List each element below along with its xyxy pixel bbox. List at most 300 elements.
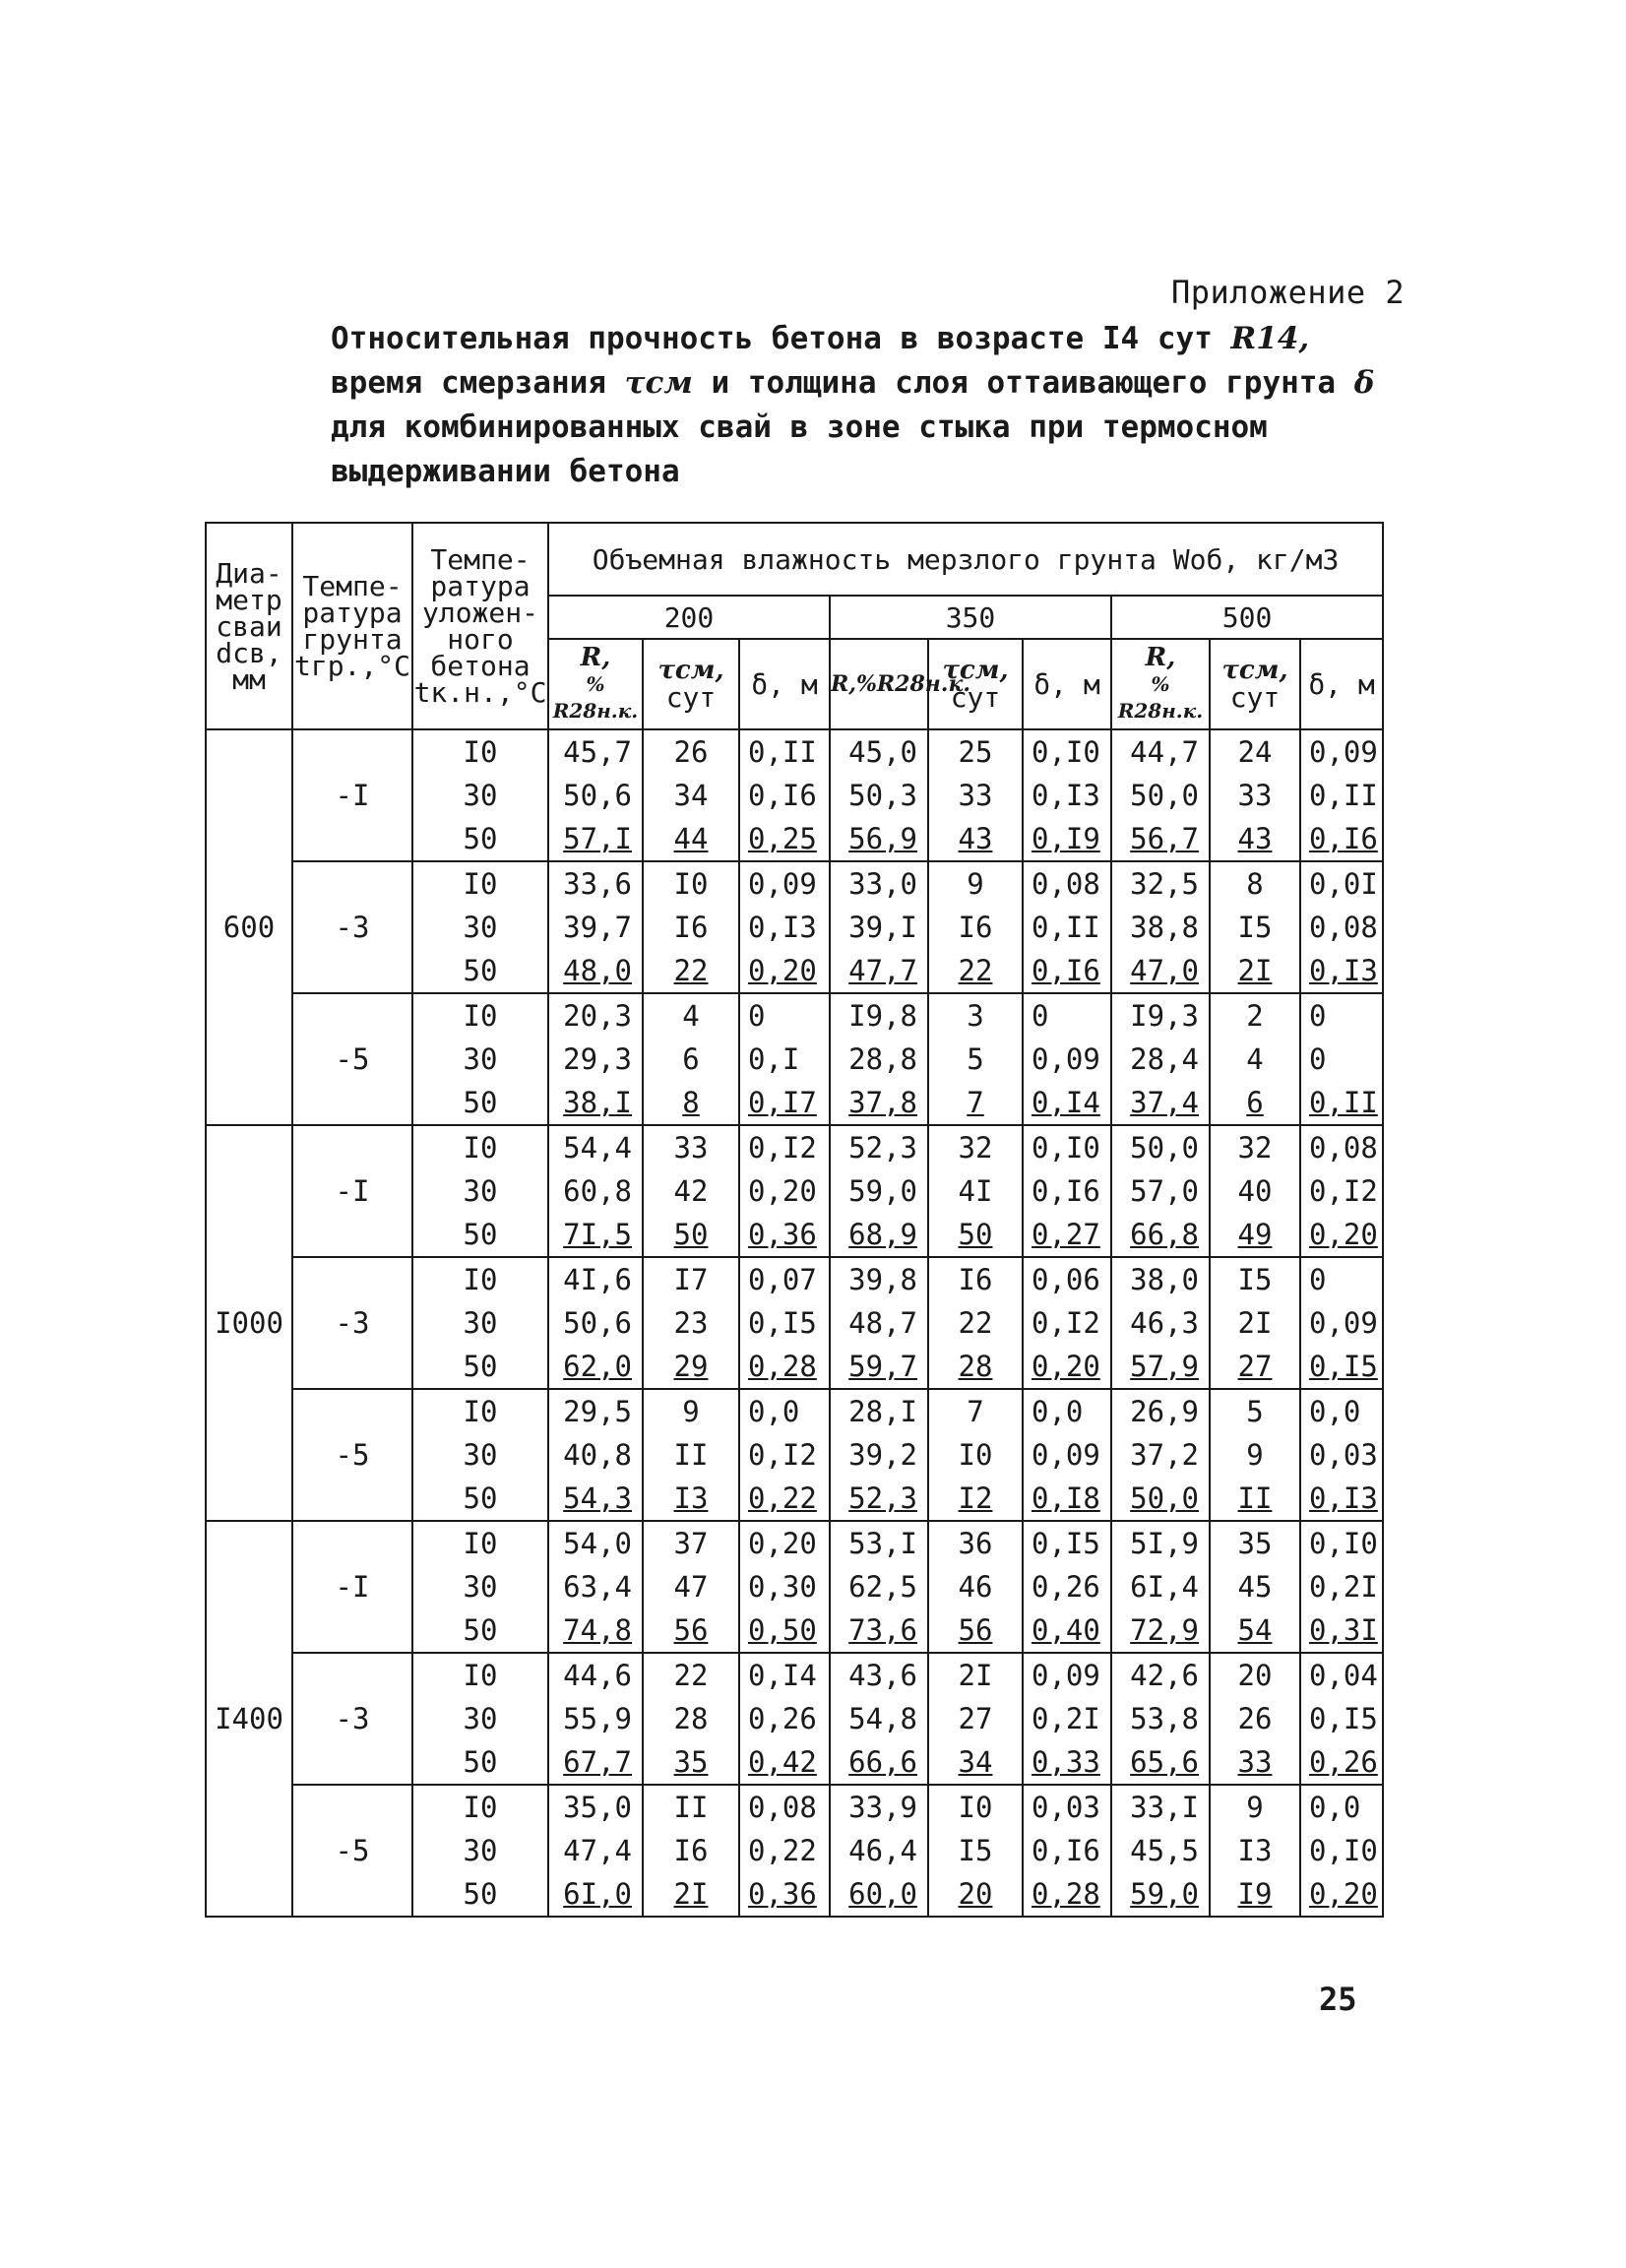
cell-freeze-time: 54: [1210, 1608, 1300, 1653]
cell-soil-temp: -5: [292, 1785, 412, 1917]
cell-thaw-depth: 0,2I: [1023, 1697, 1111, 1740]
data-table: [205, 522, 1384, 1918]
cell-freeze-time: 2I: [1210, 949, 1300, 993]
cell-freeze-time: 6: [643, 1038, 739, 1081]
cell-thaw-depth: 0,20: [1300, 1213, 1383, 1257]
cell-thaw-depth: 0,27: [1023, 1213, 1111, 1257]
header-soil-temp: [292, 523, 412, 729]
cell-freeze-time: 27: [1210, 1345, 1300, 1389]
cell-freeze-time: 37: [643, 1521, 739, 1565]
cell-strength: 28,8: [830, 1038, 928, 1081]
cell-freeze-time: 43: [928, 817, 1023, 861]
header-soil-temp-line: грунта: [302, 623, 403, 656]
cell-concrete-temp: I0: [412, 1785, 548, 1829]
table-row: [206, 1521, 1383, 1565]
header-concrete-temp-line: tк.н.,°C: [413, 676, 547, 709]
cell-freeze-time: I3: [643, 1477, 739, 1521]
cell-freeze-time: II: [643, 1433, 739, 1477]
caption-line-3: для комбинированных свай в зоне стыка при термосном: [331, 410, 1268, 445]
cell-freeze-time: I9: [1210, 1872, 1300, 1917]
cell-strength: 35,0: [548, 1785, 643, 1829]
table-body: [206, 729, 1383, 1917]
cell-thaw-depth: 0,I7: [739, 1081, 830, 1125]
cell-thaw-depth: 0,26: [739, 1697, 830, 1740]
header-concrete-temp-line: Темпе-: [430, 543, 531, 576]
cell-freeze-time: 24: [1210, 729, 1300, 774]
cell-concrete-temp: 30: [412, 1433, 548, 1477]
cell-freeze-time: 32: [1210, 1125, 1300, 1169]
cell-freeze-time: 36: [928, 1521, 1023, 1565]
page-number: 25: [1319, 1981, 1357, 2018]
cell-freeze-time: 2I: [1210, 1301, 1300, 1345]
cell-strength: 6I,0: [548, 1872, 643, 1917]
cell-strength: 74,8: [548, 1608, 643, 1653]
cell-thaw-depth: 0,I3: [739, 906, 830, 949]
cell-thaw-depth: 0,03: [1023, 1785, 1111, 1829]
cell-concrete-temp: I0: [412, 1257, 548, 1301]
cell-freeze-time: I6: [928, 906, 1023, 949]
cell-freeze-time: 23: [643, 1301, 739, 1345]
cell-strength: 68,9: [830, 1213, 928, 1257]
header-concrete-temp-line: бетона: [430, 650, 531, 682]
cell-concrete-temp: 50: [412, 1081, 548, 1125]
cell-freeze-time: 8: [1210, 861, 1300, 906]
cell-freeze-time: 6: [1210, 1081, 1300, 1125]
cell-soil-temp: -3: [292, 1653, 412, 1785]
cell-strength: 4I,6: [548, 1257, 643, 1301]
cell-thaw-depth: 0,04: [1300, 1653, 1383, 1697]
header-diameter-line: мм: [232, 662, 266, 696]
cell-strength: 54,4: [548, 1125, 643, 1169]
cell-freeze-time: I6: [643, 906, 739, 949]
cell-thaw-depth: 0,08: [1300, 906, 1383, 949]
cell-freeze-time: 46: [928, 1565, 1023, 1608]
cell-strength: 32,5: [1111, 861, 1210, 906]
cell-concrete-temp: 50: [412, 949, 548, 993]
cell-thaw-depth: 0,28: [739, 1345, 830, 1389]
subheader-freeze-time-text: сут: [665, 681, 717, 714]
cell-freeze-time: 32: [928, 1125, 1023, 1169]
cell-thaw-depth: 0,I2: [1023, 1301, 1111, 1345]
cell-concrete-temp: I0: [412, 729, 548, 774]
cell-freeze-time: I0: [928, 1433, 1023, 1477]
cell-freeze-time: II: [1210, 1477, 1300, 1521]
cell-concrete-temp: 50: [412, 1213, 548, 1257]
caption-line-4: выдерживании бетона: [331, 454, 680, 489]
cell-freeze-time: 7: [928, 1389, 1023, 1433]
subheader-strength: [548, 639, 643, 729]
header-diameter-line: Диа-: [216, 556, 282, 590]
table-row: [206, 729, 1383, 774]
cell-thaw-depth: 0,0: [1023, 1389, 1111, 1433]
cell-freeze-time: 9: [643, 1389, 739, 1433]
cell-thaw-depth: 0,09: [1023, 1433, 1111, 1477]
cell-strength: 44,7: [1111, 729, 1210, 774]
cell-thaw-depth: 0,I4: [1023, 1081, 1111, 1125]
cell-thaw-depth: 0,I0: [1023, 729, 1111, 774]
subheader-thaw-depth: δ, м: [1023, 639, 1111, 729]
cell-strength: 50,0: [1111, 1477, 1210, 1521]
cell-strength: 50,6: [548, 774, 643, 817]
cell-soil-temp: -5: [292, 993, 412, 1125]
cell-strength: 28,I: [830, 1389, 928, 1433]
cell-thaw-depth: 0,0I: [1300, 861, 1383, 906]
cell-strength: 39,7: [548, 906, 643, 949]
header-moisture-350: 350: [830, 596, 1111, 639]
cell-freeze-time: 22: [928, 949, 1023, 993]
cell-freeze-time: 33: [928, 774, 1023, 817]
cell-strength: 42,6: [1111, 1653, 1210, 1697]
cell-freeze-time: 28: [643, 1697, 739, 1740]
subheader-freeze-time: [643, 639, 739, 729]
cell-strength: 60,0: [830, 1872, 928, 1917]
cell-strength: 52,3: [830, 1125, 928, 1169]
cell-thaw-depth: 0,II: [1300, 1081, 1383, 1125]
cell-thaw-depth: 0,20: [739, 1521, 830, 1565]
cell-strength: 50,0: [1111, 1125, 1210, 1169]
cell-strength: 28,4: [1111, 1038, 1210, 1081]
cell-strength: 47,7: [830, 949, 928, 993]
cell-concrete-temp: I0: [412, 1389, 548, 1433]
cell-thaw-depth: 0,0: [1300, 1389, 1383, 1433]
cell-strength: I9,8: [830, 993, 928, 1038]
cell-strength: 66,6: [830, 1740, 928, 1785]
cell-strength: 33,I: [1111, 1785, 1210, 1829]
cell-thaw-depth: 0,II: [1300, 774, 1383, 817]
cell-concrete-temp: I0: [412, 1125, 548, 1169]
subheader-freeze-time-text: τсм,: [942, 656, 1009, 685]
cell-freeze-time: I2: [928, 1477, 1023, 1521]
cell-freeze-time: 5: [1210, 1389, 1300, 1433]
cell-thaw-depth: 0,33: [1023, 1740, 1111, 1785]
cell-soil-temp: -I: [292, 1521, 412, 1653]
cell-strength: 39,I: [830, 906, 928, 949]
cell-strength: 57,9: [1111, 1345, 1210, 1389]
cell-thaw-depth: 0,I0: [1300, 1829, 1383, 1872]
cell-thaw-depth: 0,I9: [1023, 817, 1111, 861]
caption-line-1-text: Относительная прочность бетона в возрасте I4 сут: [331, 321, 1213, 356]
cell-thaw-depth: 0,22: [739, 1477, 830, 1521]
cell-strength: 6I,4: [1111, 1565, 1210, 1608]
cell-strength: 33,9: [830, 1785, 928, 1829]
cell-strength: 50,0: [1111, 774, 1210, 817]
table-row: [206, 1125, 1383, 1169]
cell-strength: 43,6: [830, 1653, 928, 1697]
cell-freeze-time: I3: [1210, 1829, 1300, 1872]
cell-thaw-depth: 0,26: [1023, 1565, 1111, 1608]
cell-concrete-temp: 50: [412, 1872, 548, 1917]
cell-thaw-depth: 0,28: [1023, 1872, 1111, 1917]
header-soil-temp-line: ратура: [302, 597, 403, 629]
cell-concrete-temp: I0: [412, 993, 548, 1038]
subheader-strength: [1111, 639, 1210, 729]
cell-strength: 37,2: [1111, 1433, 1210, 1477]
cell-strength: 38,8: [1111, 906, 1210, 949]
subheader-freeze-time-text: сут: [1229, 681, 1281, 714]
cell-strength: 45,7: [548, 729, 643, 774]
cell-concrete-temp: 30: [412, 1038, 548, 1081]
cell-freeze-time: 20: [1210, 1653, 1300, 1697]
cell-concrete-temp: 30: [412, 774, 548, 817]
header-concrete-temp-line: ратура: [430, 570, 531, 602]
cell-freeze-time: 56: [643, 1608, 739, 1653]
cell-freeze-time: 33: [1210, 1740, 1300, 1785]
subheader-freeze-time-text: τсм,: [657, 656, 724, 685]
cell-thaw-depth: 0,I6: [739, 774, 830, 817]
cell-freeze-time: 9: [928, 861, 1023, 906]
cell-strength: 56,9: [830, 817, 928, 861]
cell-freeze-time: I0: [928, 1785, 1023, 1829]
cell-thaw-depth: 0,08: [739, 1785, 830, 1829]
cell-strength: 54,0: [548, 1521, 643, 1565]
cell-strength: 60,8: [548, 1169, 643, 1213]
caption-symbol-delta: δ: [1353, 365, 1375, 401]
cell-diameter: I400: [206, 1521, 292, 1917]
cell-freeze-time: 34: [643, 774, 739, 817]
cell-strength: 29,5: [548, 1389, 643, 1433]
cell-thaw-depth: 0,I2: [739, 1125, 830, 1169]
cell-strength: 59,0: [1111, 1872, 1210, 1917]
cell-thaw-depth: 0,I5: [1300, 1345, 1383, 1389]
cell-thaw-depth: 0,09: [1023, 1653, 1111, 1697]
cell-strength: 37,4: [1111, 1081, 1210, 1125]
table-header: [206, 523, 1383, 729]
cell-strength: 65,6: [1111, 1740, 1210, 1785]
cell-concrete-temp: 30: [412, 1697, 548, 1740]
caption-line-1: [331, 317, 1394, 361]
cell-strength: 29,3: [548, 1038, 643, 1081]
cell-strength: 48,0: [548, 949, 643, 993]
subheader-strength-text: % R28н.к.: [1117, 671, 1204, 723]
cell-thaw-depth: 0,22: [739, 1829, 830, 1872]
cell-strength: 55,9: [548, 1697, 643, 1740]
header-diameter-line: dсв,: [216, 636, 282, 669]
cell-thaw-depth: 0,0: [739, 1389, 830, 1433]
table-row: [206, 1653, 1383, 1697]
cell-thaw-depth: 0: [1023, 993, 1111, 1038]
cell-strength: 20,3: [548, 993, 643, 1038]
cell-freeze-time: II: [643, 1785, 739, 1829]
cell-strength: 57,0: [1111, 1169, 1210, 1213]
cell-strength: 38,I: [548, 1081, 643, 1125]
cell-thaw-depth: 0,2I: [1300, 1565, 1383, 1608]
cell-thaw-depth: 0,I: [739, 1038, 830, 1081]
cell-freeze-time: 2I: [928, 1653, 1023, 1697]
cell-thaw-depth: 0,I2: [739, 1433, 830, 1477]
cell-thaw-depth: 0,I6: [1300, 817, 1383, 861]
cell-freeze-time: 50: [643, 1213, 739, 1257]
table-caption: [331, 317, 1394, 494]
cell-freeze-time: 26: [1210, 1697, 1300, 1740]
cell-thaw-depth: 0,20: [1300, 1872, 1383, 1917]
cell-thaw-depth: 0,26: [1300, 1740, 1383, 1785]
header-moisture: Объемная влажность мерзлого грунта Wоб, кг/м3: [548, 523, 1383, 596]
cell-freeze-time: I6: [643, 1829, 739, 1872]
cell-freeze-time: 4: [643, 993, 739, 1038]
cell-thaw-depth: 0,20: [1023, 1345, 1111, 1389]
header-concrete-temp-line: уложен-: [421, 597, 538, 629]
cell-concrete-temp: 30: [412, 1301, 548, 1345]
cell-concrete-temp: 30: [412, 1829, 548, 1872]
cell-soil-temp: -3: [292, 1257, 412, 1389]
cell-thaw-depth: 0,50: [739, 1608, 830, 1653]
cell-thaw-depth: 0,20: [739, 1169, 830, 1213]
table-row: [206, 1785, 1383, 1829]
cell-thaw-depth: 0,40: [1023, 1608, 1111, 1653]
subheader-strength: [830, 639, 970, 729]
cell-strength: 50,6: [548, 1301, 643, 1345]
cell-freeze-time: 9: [1210, 1785, 1300, 1829]
cell-strength: 47,4: [548, 1829, 643, 1872]
cell-thaw-depth: 0,I2: [1300, 1169, 1383, 1213]
cell-thaw-depth: 0,I6: [1023, 1169, 1111, 1213]
caption-symbol-tau: τсм: [624, 365, 693, 401]
cell-strength: 48,7: [830, 1301, 928, 1345]
subheader-strength-text: R,: [580, 642, 611, 672]
cell-strength: 47,0: [1111, 949, 1210, 993]
cell-strength: 59,0: [830, 1169, 928, 1213]
cell-freeze-time: 4: [1210, 1038, 1300, 1081]
cell-thaw-depth: 0,09: [1300, 729, 1383, 774]
header-moisture-200: 200: [548, 596, 830, 639]
cell-strength: 44,6: [548, 1653, 643, 1697]
cell-thaw-depth: 0,0: [1300, 1785, 1383, 1829]
header-concrete-temp-line: ного: [447, 623, 514, 656]
cell-freeze-time: 50: [928, 1213, 1023, 1257]
cell-strength: 54,3: [548, 1477, 643, 1521]
cell-strength: 62,5: [830, 1565, 928, 1608]
cell-strength: 40,8: [548, 1433, 643, 1477]
cell-freeze-time: 29: [643, 1345, 739, 1389]
cell-strength: 72,9: [1111, 1608, 1210, 1653]
cell-freeze-time: 34: [928, 1740, 1023, 1785]
cell-strength: 62,0: [548, 1345, 643, 1389]
cell-freeze-time: 28: [928, 1345, 1023, 1389]
cell-concrete-temp: 50: [412, 1477, 548, 1521]
cell-freeze-time: 7: [928, 1081, 1023, 1125]
cell-freeze-time: 5: [928, 1038, 1023, 1081]
subheader-freeze-time-text: сут: [950, 681, 1001, 714]
cell-freeze-time: 22: [928, 1301, 1023, 1345]
cell-soil-temp: -I: [292, 1125, 412, 1257]
cell-thaw-depth: 0,36: [739, 1213, 830, 1257]
cell-thaw-depth: 0,36: [739, 1872, 830, 1917]
cell-strength: 53,8: [1111, 1697, 1210, 1740]
table-row: [206, 861, 1383, 906]
header-soil-temp-line: Темпе-: [302, 570, 403, 602]
subheader-freeze-time: [1210, 639, 1300, 729]
cell-freeze-time: 33: [643, 1125, 739, 1169]
cell-strength: 45,5: [1111, 1829, 1210, 1872]
cell-freeze-time: I5: [1210, 1257, 1300, 1301]
header-diameter-line: сваи: [216, 609, 282, 643]
cell-freeze-time: I5: [1210, 906, 1300, 949]
cell-thaw-depth: 0,II: [739, 729, 830, 774]
cell-strength: 52,3: [830, 1477, 928, 1521]
caption-symbol-r14: R14,: [1230, 321, 1310, 356]
cell-strength: 45,0: [830, 729, 928, 774]
cell-thaw-depth: 0,I4: [739, 1653, 830, 1697]
cell-freeze-time: 22: [643, 949, 739, 993]
cell-strength: 46,3: [1111, 1301, 1210, 1345]
cell-freeze-time: 35: [1210, 1521, 1300, 1565]
subheader-strength-text: R,: [1145, 642, 1176, 672]
cell-strength: 63,4: [548, 1565, 643, 1608]
cell-strength: 7I,5: [548, 1213, 643, 1257]
cell-freeze-time: 8: [643, 1081, 739, 1125]
table-row: [206, 1257, 1383, 1301]
header-diameter: [206, 523, 292, 729]
cell-thaw-depth: 0: [1300, 1038, 1383, 1081]
cell-strength: 5I,9: [1111, 1521, 1210, 1565]
cell-freeze-time: 22: [643, 1653, 739, 1697]
cell-thaw-depth: 0: [1300, 1257, 1383, 1301]
cell-concrete-temp: I0: [412, 1521, 548, 1565]
cell-thaw-depth: 0: [739, 993, 830, 1038]
cell-concrete-temp: 50: [412, 1345, 548, 1389]
appendix-label: Приложение 2: [1171, 274, 1406, 311]
cell-freeze-time: 47: [643, 1565, 739, 1608]
subheader-freeze-time: [928, 639, 1023, 729]
subheader-freeze-time-text: τсм,: [1221, 656, 1288, 685]
cell-concrete-temp: 30: [412, 1565, 548, 1608]
header-diameter-line: метр: [216, 583, 282, 616]
cell-strength: 67,7: [548, 1740, 643, 1785]
cell-freeze-time: 2: [1210, 993, 1300, 1038]
cell-strength: 54,8: [830, 1697, 928, 1740]
cell-thaw-depth: 0,08: [1300, 1125, 1383, 1169]
cell-strength: 26,9: [1111, 1389, 1210, 1433]
cell-freeze-time: 40: [1210, 1169, 1300, 1213]
cell-thaw-depth: 0,03: [1300, 1433, 1383, 1477]
cell-freeze-time: 33: [1210, 774, 1300, 817]
subheader-thaw-depth: δ, м: [1300, 639, 1383, 729]
cell-thaw-depth: 0,09: [1300, 1301, 1383, 1345]
cell-thaw-depth: 0,I0: [1023, 1125, 1111, 1169]
cell-thaw-depth: 0,06: [1023, 1257, 1111, 1301]
cell-soil-temp: -I: [292, 729, 412, 861]
cell-strength: 38,0: [1111, 1257, 1210, 1301]
cell-thaw-depth: 0,I6: [1023, 1829, 1111, 1872]
cell-thaw-depth: 0,30: [739, 1565, 830, 1608]
cell-concrete-temp: 30: [412, 1169, 548, 1213]
cell-thaw-depth: 0: [1300, 993, 1383, 1038]
cell-strength: 57,I: [548, 817, 643, 861]
cell-strength: 33,0: [830, 861, 928, 906]
cell-strength: 50,3: [830, 774, 928, 817]
cell-concrete-temp: 50: [412, 817, 548, 861]
cell-freeze-time: I0: [643, 861, 739, 906]
cell-freeze-time: I5: [928, 1829, 1023, 1872]
cell-freeze-time: 45: [1210, 1565, 1300, 1608]
cell-thaw-depth: 0,3I: [1300, 1608, 1383, 1653]
subheader-thaw-depth: δ, м: [739, 639, 830, 729]
header-concrete-temp: [412, 523, 548, 729]
subheader-strength-text: R,%R28н.к.: [831, 670, 970, 697]
cell-thaw-depth: 0,08: [1023, 861, 1111, 906]
cell-strength: 73,6: [830, 1608, 928, 1653]
cell-diameter: 600: [206, 729, 292, 1125]
caption-line-2: [331, 361, 1394, 406]
cell-freeze-time: 25: [928, 729, 1023, 774]
cell-concrete-temp: 50: [412, 1740, 548, 1785]
cell-freeze-time: 35: [643, 1740, 739, 1785]
table-row: [206, 993, 1383, 1038]
cell-freeze-time: I7: [643, 1257, 739, 1301]
cell-freeze-time: 9: [1210, 1433, 1300, 1477]
cell-thaw-depth: 0,I5: [1023, 1521, 1111, 1565]
cell-strength: 39,8: [830, 1257, 928, 1301]
